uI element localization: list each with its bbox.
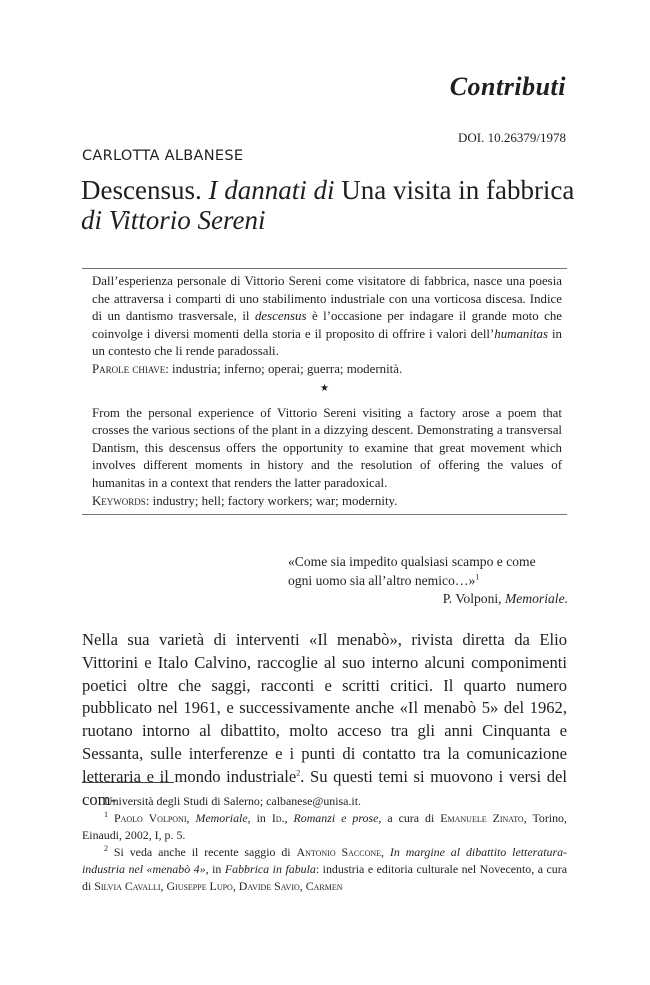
body-text-2: . Su questi temi si muovono i versi del com- (82, 766, 567, 809)
footnotes (82, 793, 567, 895)
body-note-ref: 2 (296, 768, 301, 778)
epigraph-source-author: P. Volponi, (442, 591, 505, 607)
footnote-2-rest: : industria e editoria culturale nel Novecento, a cura di (82, 862, 567, 893)
footnote-affiliation: Università degli Studi di Salerno; calbanese@unisa.it. (104, 794, 361, 808)
epigraph-note-ref: 1 (475, 572, 480, 582)
epigraph-source (288, 590, 568, 609)
footnote-1-sep: , (186, 811, 196, 825)
footnote-2-pre: Si veda anche il recente saggio di (113, 845, 297, 859)
keywords-english (92, 493, 562, 511)
section-heading: Contributi (449, 72, 566, 101)
footnote-2 (82, 844, 567, 895)
epigraph-line-2 (288, 572, 568, 591)
doi-label: DOI. 10.26379/1978 (458, 130, 566, 145)
abstract-box (82, 268, 567, 515)
title-part-3: Una visita in fabbrica (334, 175, 575, 205)
footnote-2-mid: , in (205, 862, 225, 876)
star-separator-icon: ★ (320, 382, 329, 394)
keywords-en-values: industry; hell; factory workers; war; modernity. (149, 493, 398, 508)
abstract-it-term-2: humanitas (494, 326, 548, 341)
footnote-1-number: 1 (104, 810, 108, 820)
footnote-1 (82, 810, 567, 844)
abstract-it-text-2: è l’occasione per indagare il grande moto che coinvolge i diversi momenti della storia e il proposito di offrire i valori dell’ (92, 309, 563, 341)
footnote-2-sep: , (381, 845, 390, 859)
footnote-2-number: 2 (104, 844, 108, 854)
title-part-1: Descensus. (81, 175, 209, 205)
epigraph (288, 553, 568, 609)
footnote-2-work: In margine al dibattito letteratura-industria nel «menabò 4» (82, 845, 567, 876)
abstract-it-term-1: descensus (254, 309, 307, 324)
abstract-it-text-1: Dall’esperienza personale di Vittorio Sereni come visitatore di fabbrica, nasce una poesia che attraversa i comparti di uno stabilimento industriale con una vorticosa discesa. Indice di un dantismo trasversale, il (92, 274, 562, 324)
footnote-1-author: Paolo Volponi (113, 811, 187, 825)
footnote-1-editor-label: , a cura di (378, 811, 441, 825)
author-name: CARLOTTA ALBANESE (82, 148, 244, 164)
footnote-1-id: Id. (271, 811, 285, 825)
title-part-4: di Vittorio Sereni (81, 205, 266, 235)
abstract-it-text-3: in un contesto che li rende paradossali. (92, 326, 563, 359)
footnote-2-book: Fabbrica in fabula (224, 862, 316, 876)
abstract-english: From the personal experience of Vittorio Sereni visiting a factory arose a poem that crosses the various sections of the plant in a dizzying descent. Demonstrating a transversal Dantism, this descensus offers the opportunity to examine that great movement which involves different moments in history and the resolution of offering the values of humanitas in a context that renders the latter paradoxical. (92, 405, 562, 490)
footnote-1-rest: , Torino, Einaudi, 2002, I, p. 5. (82, 811, 567, 842)
footnote-1-mid: , in (247, 811, 272, 825)
article-title (81, 175, 581, 235)
keywords-en-label: Keywords: (92, 493, 150, 508)
epigraph-line-2-text: ogni uomo sia all’altro nemico…» (288, 572, 476, 588)
footnote-1-collection: Romanzi e prose (293, 811, 379, 825)
keywords-italian (92, 361, 562, 379)
footnote-2-editors: Silvia Cavalli, Giuseppe Lupo, Davide Savio, Carmen (94, 879, 343, 893)
footnote-1-sep-2: , (284, 811, 294, 825)
footnote-rule (82, 782, 174, 783)
footnote-2-author: Antonio Saccone (296, 845, 382, 859)
epigraph-source-work: Memoriale. (504, 591, 568, 607)
epigraph-line-1: «Come sia impedito qualsiasi scampo e come (288, 554, 536, 569)
footnote-1-work: Memoriale (195, 811, 248, 825)
keywords-it-values: industria; inferno; operai; guerra; modernità. (168, 361, 403, 376)
body-text-1: Nella sua varietà di interventi «Il menabò», rivista diretta da Elio Vittorini e Italo Calvino, raccoglie al suo interno alcuni componimenti poetici oltre che saggi, racconti e scritti critici. Il quarto numero pubblicato nel 1961, e successivamente anche «Il menabò 5» del 1962, ruotano intorno al dibattito, molto acceso tra gli anni Cinquanta e Sessanta, sulle interferenze e i punti di contatto tra la comunicazione letteraria e il mondo industriale (82, 630, 567, 786)
keywords-it-label: Parole chiave: (92, 361, 169, 376)
footnote-1-editor: Emanuele Zinato (440, 811, 524, 825)
title-part-2: I dannati di (208, 175, 335, 205)
body-paragraph (82, 629, 567, 811)
abstract-italian (92, 273, 562, 361)
